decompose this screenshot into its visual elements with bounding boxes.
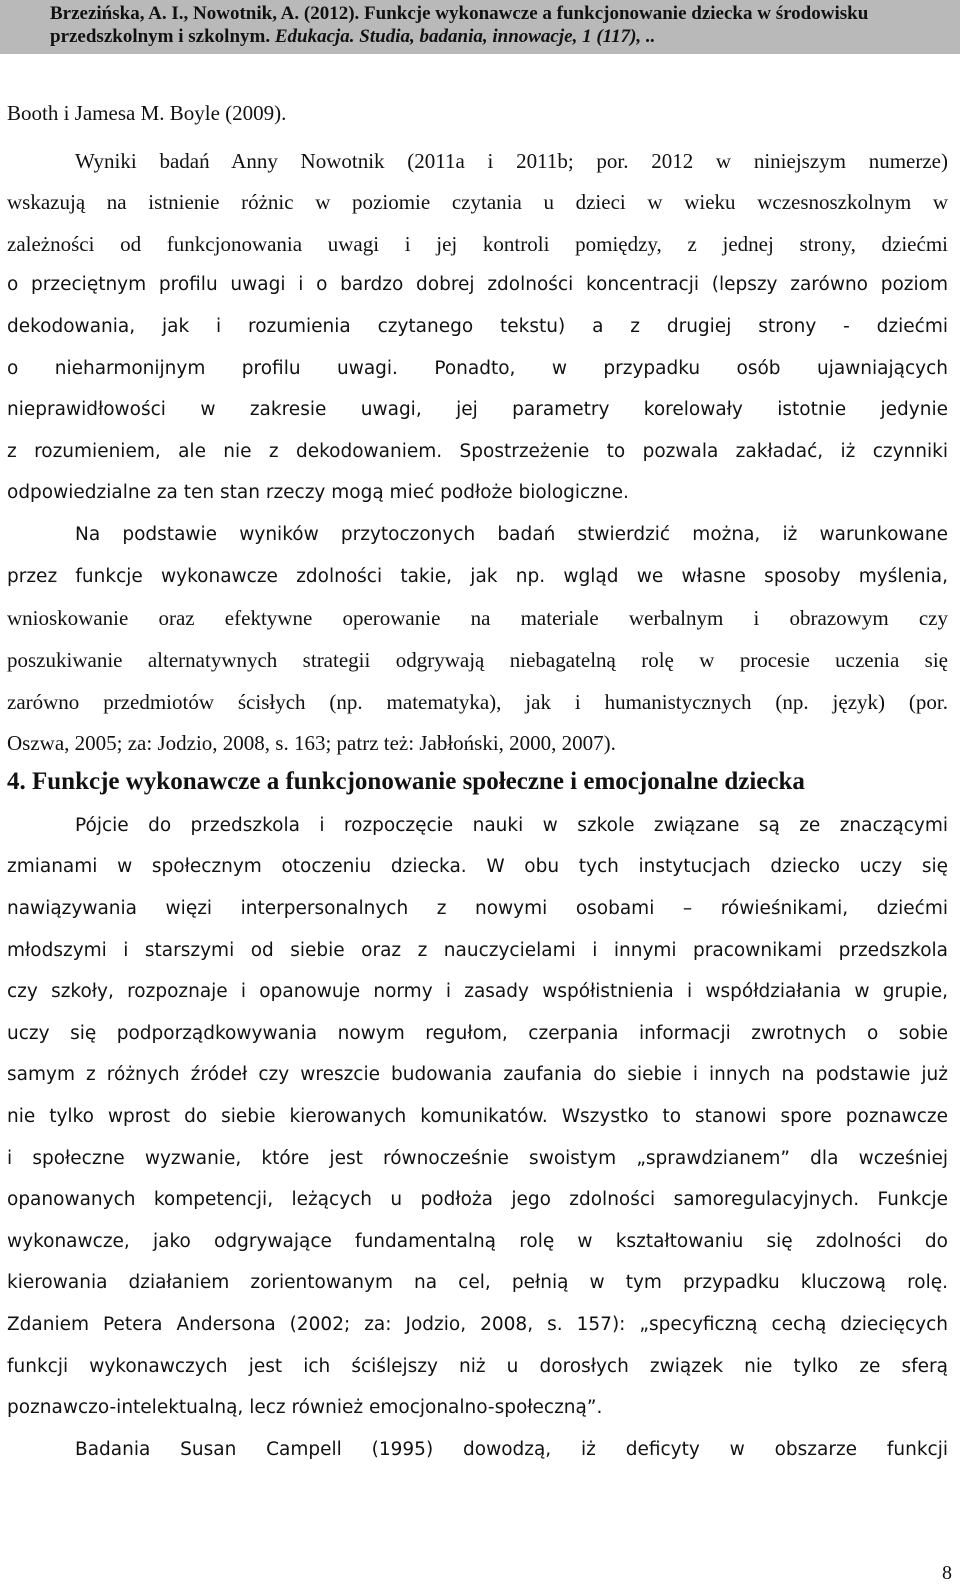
section-text-line: uczy się podporządkowywania nowym regułom, czerpania informacji zwrotnych o sobie	[7, 1023, 948, 1044]
body-text-line: Booth i Jamesa M. Boyle (2009).	[7, 101, 287, 125]
section-text-line: kierowania działaniem zorientowanym na cel, pełnią w tym przypadku kluczową rolę.	[7, 1272, 948, 1293]
body-text-line: Oszwa, 2005; za: Jodzio, 2008, s. 163; patrz też: Jabłoński, 2000, 2007).	[7, 731, 616, 755]
page-number: 8	[942, 1562, 952, 1584]
body-text-line: wskazują na istnienie różnic w poziomie czytania u dzieci w wieku wczesnoszkolnym w	[7, 190, 948, 214]
section-text-line: opanowanych kompetencji, leżących u podłoża jego zdolności samoregulacyjnych. Funkcje	[7, 1189, 948, 1210]
section-text-line: funkcji wykonawczych jest ich ściślejszy niż u dorosłych związek nie tylko ze sferą	[7, 1356, 948, 1377]
section-heading: 4. Funkcje wykonawcze a funkcjonowanie społeczne i emocjonalne dziecka	[7, 768, 805, 795]
section-text-line: Badania Susan Campell (1995) dowodzą, iż deficyty w obszarze funkcji	[75, 1439, 948, 1460]
body-text-line: poszukiwanie alternatywnych strategii odgrywają niebagatelną rolę w procesie uczenia się	[7, 648, 948, 672]
section-text-line: samym z różnych źródeł czy wreszcie budowania zaufania do siebie i innych na podstawie już	[7, 1064, 948, 1085]
citation-line-2-plain: przedszkolnym i szkolnym.	[50, 26, 275, 47]
citation-line-2	[50, 26, 655, 48]
section-text-line: nawiązywania więzi interpersonalnych z nowymi osobami – rówieśnikami, dziećmi	[7, 898, 948, 919]
body-text-line: wnioskowanie oraz efektywne operowanie na materiale werbalnym i obrazowym czy	[7, 606, 948, 630]
section-text-line: czy szkoły, rozpoznaje i opanowuje normy i zasady współistnienia i współdziałania w grupie,	[7, 981, 948, 1002]
body-text-line: o przeciętnym profilu uwagi i o bardzo dobrej zdolności koncentracji (lepszy zarówno poziom	[7, 274, 948, 295]
citation-journal: Edukacja. Studia, badania, innowacje, 1 (117), ..	[274, 26, 656, 47]
body-text-line: przez funkcje wykonawcze zdolności takie, jak np. wgląd we własne sposoby myślenia,	[7, 566, 948, 587]
section-text-line: nie tylko wprost do siebie kierowanych komunikatów. Wszystko to stanowi spore poznawcze	[7, 1106, 948, 1127]
section-text-line: Pójcie do przedszkola i rozpoczęcie nauki w szkole związane są ze znaczącymi	[75, 815, 948, 836]
body-text-line: o nieharmonijnym profilu uwagi. Ponadto, w przypadku osób ujawniających	[7, 358, 948, 379]
section-text-line: wykonawcze, jako odgrywające fundamentalną rolę w kształtowaniu się zdolności do	[7, 1231, 948, 1252]
body-text-line: z rozumieniem, ale nie z dekodowaniem. Spostrzeżenie to pozwala zakładać, iż czynniki	[7, 441, 948, 462]
body-text-line: dekodowania, jak i rozumienia czytanego tekstu) a z drugiej strony - dziećmi	[7, 316, 948, 337]
section-text-line: zmianami w społecznym otoczeniu dziecka. W obu tych instytucjach dziecko uczy się	[7, 856, 948, 877]
citation-line-1: Brzezińska, A. I., Nowotnik, A. (2012). Funkcje wykonawcze a funkcjonowanie dziecka w środowisku	[50, 3, 869, 24]
section-text-line: młodszymi i starszymi od siebie oraz z nauczycielami i innymi pracownikami przedszkola	[7, 940, 948, 961]
body-text-line: Na podstawie wyników przytoczonych badań stwierdzić można, iż warunkowane	[75, 524, 948, 545]
section-text-line: Zdaniem Petera Andersona (2002; za: Jodzio, 2008, s. 157): „specyficzną cechą dziecięcych	[7, 1314, 948, 1335]
citation-header	[0, 0, 960, 54]
body-text-line: nieprawidłowości w zakresie uwagi, jej parametry korelowały istotnie jedynie	[7, 399, 948, 420]
section-text-line: poznawczo-intelektualną, lecz również emocjonalno-społeczną”.	[7, 1397, 603, 1418]
body-text-line: zarówno przedmiotów ścisłych (np. matematyka), jak i humanistycznych (np. język) (por.	[7, 690, 948, 714]
body-text-line: Wyniki badań Anny Nowotnik (2011a i 2011b; por. 2012 w niniejszym numerze)	[75, 149, 948, 173]
section-text-line: i społeczne wyzwanie, które jest równocześnie swoistym „sprawdzianem” dla wcześniej	[7, 1148, 948, 1169]
body-text-line: zależności od funkcjonowania uwagi i jej kontroli pomiędzy, z jednej strony, dziećmi	[7, 232, 948, 256]
body-text-line: odpowiedzialne za ten stan rzeczy mogą mieć podłoże biologiczne.	[7, 482, 629, 503]
